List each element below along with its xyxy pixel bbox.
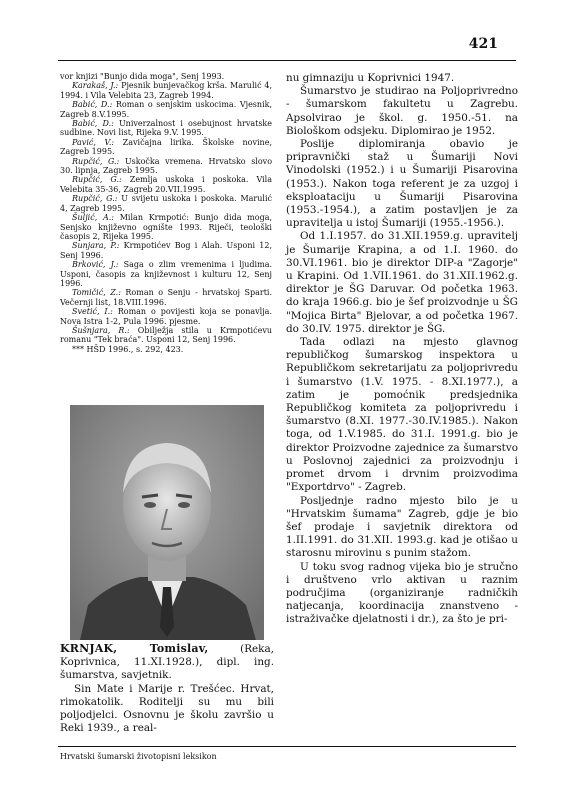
portrait-photo	[70, 405, 264, 640]
reference-item	[60, 100, 272, 119]
reference-item	[60, 157, 272, 176]
reference-item	[60, 72, 272, 81]
reference-item	[60, 138, 272, 157]
body-paragraph: Šumarstvo je studirao na Poljoprivredno - šumarskom fakultetu u Zagrebu. Apsolvirao je škol. g. 1950.-51. na Biološkom odsjeku. Diplomirao je 1952.	[286, 85, 518, 137]
reference-item	[60, 241, 272, 260]
reference-text: Milan Krmpotić: Bunjo dida moga, Senjsko književno ognište 1993. Riječi, teološki časopis 2, Rijeka 1995.	[60, 213, 273, 241]
reference-text: Zavičajna lirika. Školske novine, Zagreb 1995.	[60, 137, 272, 157]
reference-item	[60, 288, 272, 307]
header-rule	[58, 60, 516, 61]
reference-author: Rupčić, G.:	[72, 194, 118, 204]
right-column	[286, 72, 518, 627]
reference-author: Pavić, V.:	[72, 137, 115, 147]
reference-text: Roman o Senju - hrvatskoj Sparti. Večernji list, 18.VIII.1996.	[60, 288, 273, 307]
body-paragraph: U toku svog radnog vijeka bio je stručno i društveno vrlo aktivan u raznim područjima (organiziranje radničkih natjecanja, koordinacija znanstveno - istraživačke djelatnosti i dr.), za što je pri-	[286, 560, 518, 626]
reference-text: *** HŠD 1996., s. 292, 423.	[72, 344, 184, 354]
reference-author: Babić, D.:	[72, 100, 113, 110]
reference-item	[60, 119, 272, 138]
reference-text: Obilježja stila u Krmpotićevu romanu "Tek braća". Usponi 12, Senj 1996.	[60, 325, 272, 345]
reference-item	[60, 307, 272, 326]
reference-text: Roman o povijesti koja se ponavlja. Nova Istra 1-2, Pula 1996. pjesme.	[60, 307, 272, 326]
headword: KRNJAK, Tomislav,	[60, 642, 209, 655]
reference-item	[60, 81, 272, 100]
reference-author: Šušnjara, R.:	[72, 325, 130, 335]
body-paragraph: Poslije diplomiranja obavio je pripravnički staž u Šumariji Novi Vinodolski (1952.) i u Šumariji Pisarovina (1953.). Nakon toga referent je za uzgoj i eksploataciju u Šumariji Pisarovina (1953.-1954.), a zatim postavljen je za upravitelja u istoj Šumariji (1955.-1956.).	[286, 138, 518, 230]
biography-entry	[60, 642, 274, 735]
reference-text: U svijetu uskoka i poskoka. Marulić 4, Zagreb 1995.	[60, 194, 273, 213]
body-paragraph: Od 1.I.1957. do 31.XII.1959.g. upravitelj je Šumarije Krapina, a od 1.I. 1960. do 30.VI.1961. bio je direktor DIP-a "Zagorje" u Krapini. Od 1.VII.1961. do 31.XII.1962.g. direktor je ŠG Daruvar. Od početka 1963. do kraja 1966.g. bio je šef proizvodnje u ŠG "Mojica Birta" Bjelovar, a od početka 1967. do 30.IV. 1975. direktor je ŠG.	[286, 230, 518, 335]
entry-intro-text: (Reka, Koprivnica, 11.XI.1928.), dipl. ing. šumarstva, savjetnik.	[60, 643, 274, 682]
reference-item	[60, 345, 272, 354]
reference-author: Rupčić, G.:	[72, 175, 122, 185]
body-paragraph: Tada odlazi na mjesto glavnog republičkog šumarskog inspektora u Republičkom sekretarijatu za poljoprivredu i šumarstvo (1.V. 1975. - 8.XI.1977.), a zatim je pomoćnik predsjednika Republičkog komiteta za poljoprivredu i šumarstvo (8.XI. 1977.-30.IV.1985.). Nakon toga, od 1.V.1985. do 31.I. 1991.g. bio je direktor Proizvodne zajednice za šumarstvo u Poslovnoj zajednici za proizvodnju i promet drvom i drvnim proizvodima "Exportdrvo" - Zagreb.	[286, 336, 518, 494]
body-paragraph: Posljednje radno mjesto bilo je u "Hrvatskim šumama" Zagreb, gdje je bio šef prodaje i savjetnik direktora od 1.II.1991. do 31.XII. 1993.g. kad je otišao u starosnu mirovinu s punim stažom.	[286, 494, 518, 560]
reference-author: Babić, D.:	[72, 119, 114, 129]
reference-author: Sunjara, P.:	[72, 241, 120, 251]
reference-text: Uskočka vremena. Hrvatsko slovo 30. lipnja, Zagreb 1995.	[60, 156, 273, 176]
reference-text: Krmpotićev Bog i Alah. Usponi 12, Senj 1996.	[60, 241, 272, 260]
body-paragraph: nu gimnaziju u Koprivnici 1947.	[286, 72, 455, 84]
reference-item	[60, 175, 272, 194]
reference-text: Univerzalnost i osebujnost hrvatske sudbine. Novi list, Rijeka 9.V. 1995.	[60, 119, 273, 138]
reference-text: Saga o zlim vremenima i ljudima. Usponi, časopis za književnost i kulturu 12, Senj 1996.	[60, 260, 273, 288]
reference-text: Roman o senjskim uskocima. Vjesnik, Zagreb 8.V.1995.	[60, 100, 273, 119]
reference-item	[60, 326, 272, 345]
reference-text: vor knjizi "Bunjo dida moga", Senj 1993.	[60, 72, 225, 81]
footer-text: Hrvatski šumarski životopisni leksikon	[60, 752, 217, 761]
reference-text: Zemlja uskoka i poskoka. Vila Velebita 35-36, Zagreb 20.VII.1995.	[60, 175, 273, 194]
reference-author: Karakaš, J.:	[72, 81, 119, 91]
entry-paragraph: Sin Mate i Marije r. Trešćec. Hrvat, rimokatolik. Roditelji su mu bili poljodjelci. Osnovnu je školu završio u Reki 1939., a real-	[60, 682, 274, 735]
page-number: 421	[468, 36, 498, 52]
reference-text: Pjesnik bunjevačkog krša. Marulić 4, 1994. i Vila Velebita 23, Zagreb 1994.	[60, 81, 273, 100]
reference-item	[60, 260, 272, 288]
reference-item	[60, 213, 272, 241]
references-list	[60, 72, 272, 354]
reference-author: Tomičić, Z.:	[72, 288, 121, 298]
reference-author: Svetić, I.:	[72, 307, 113, 317]
footer-rule	[58, 746, 516, 747]
portrait-image	[70, 405, 264, 640]
reference-item	[60, 194, 272, 213]
reference-author: Brković, J.:	[72, 260, 119, 270]
entry-intro	[60, 642, 274, 683]
reference-author: Rupčić, G.:	[72, 156, 120, 166]
reference-author: Šuljić, A.:	[72, 213, 114, 223]
